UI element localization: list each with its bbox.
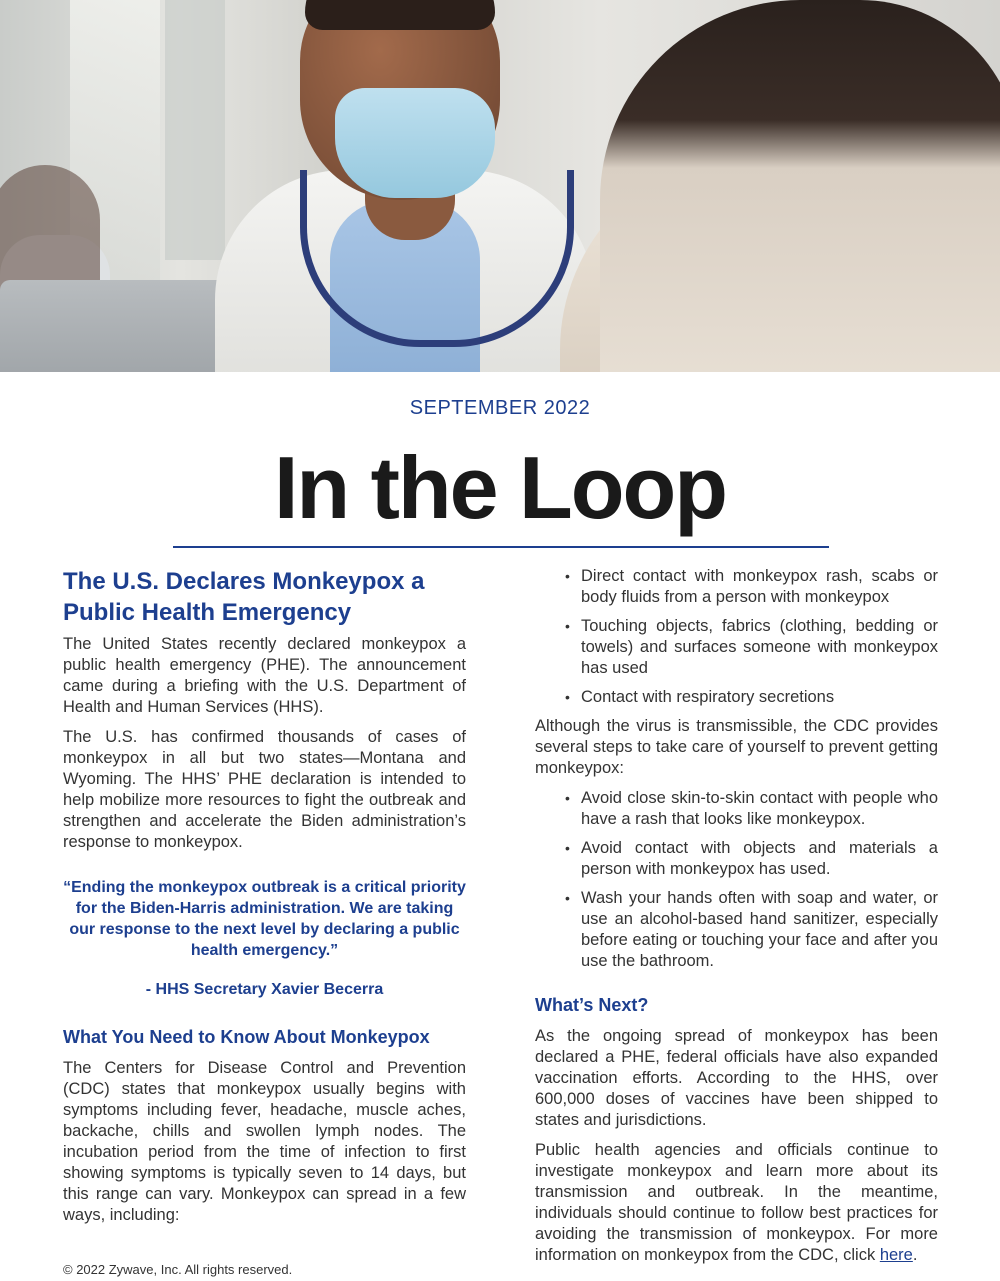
section-heading: What You Need to Know About Monkeypox bbox=[63, 1027, 430, 1047]
list-item: • Touching objects, fabrics (clothing, bedding or towels) and surfaces someone with monkeypox has used bbox=[581, 616, 938, 679]
section-heading: What’s Next? bbox=[535, 995, 649, 1015]
issue-date: SEPTEMBER 2022 bbox=[409, 397, 591, 419]
left-column bbox=[63, 566, 466, 1235]
list-item: • Wash your hands often with soap and water, or use an alcohol-based hand sanitizer, especially before eating or touching your face and after you use the bathroom. bbox=[581, 888, 938, 972]
right-column bbox=[535, 566, 938, 1275]
newsletter-title: In the Loop bbox=[273, 438, 727, 537]
quote-attribution: - HHS Secretary Xavier Becerra bbox=[145, 981, 384, 998]
paragraph-end: . bbox=[912, 1246, 918, 1264]
copyright-footer: © 2022 Zywave, Inc. All rights reserved. bbox=[63, 1262, 293, 1277]
paragraph: As the ongoing spread of monkeypox has been declared a PHE, federal officials have also expanded vaccination efforts. According to the HHS, over 600,000 doses of vaccines have been shipped to states and jurisdictions. bbox=[535, 1027, 938, 1129]
list-item: • Direct contact with monkeypox rash, scabs or body fluids from a person with monkeypox bbox=[581, 566, 938, 608]
pull-quote: “Ending the monkeypox outbreak is a critical priority for the Biden-Harris administration. We are taking our response to the next level by declaring a public health emergency.” bbox=[63, 879, 466, 959]
hero-photo-doctor-patient bbox=[0, 0, 1000, 372]
paragraph bbox=[535, 1140, 938, 1266]
paragraph: The Centers for Disease Control and Prevention (CDC) states that monkeypox usually begins with symptoms including fever, headache, muscle aches, backache, chills and swollen lymph nodes. The incubation period from the time of infection to first showing symptoms is typically seven to 14 days, but this range can vary. Monkeypox can spread in a few ways, including: bbox=[63, 1059, 466, 1224]
spread-list bbox=[535, 566, 938, 708]
paragraph: The United States recently declared monkeypox a public health emergency (PHE). The announcement came during a briefing with the U.S. Department of Health and Human Services (HHS). bbox=[63, 635, 466, 716]
patient-image bbox=[600, 0, 1000, 372]
paragraph: Although the virus is transmissible, the CDC provides several steps to take care of yourself to prevent getting monkeypox: bbox=[535, 717, 938, 777]
prevention-list bbox=[535, 788, 938, 972]
paragraph: The U.S. has confirmed thousands of cases of monkeypox in all but two states—Montana and Wyoming. The HHS’ PHE declaration is intended to help mobilize more resources to fight the outbreak and strengthen and accelerate the Biden administration’s response to monkeypox. bbox=[63, 728, 466, 851]
list-item: • Avoid close skin-to-skin contact with people who have a rash that looks like monkeypox. bbox=[581, 788, 938, 830]
cdc-link[interactable]: here bbox=[879, 1246, 913, 1264]
article-headline: The U.S. Declares Monkeypox a Public Health Emergency bbox=[63, 568, 425, 626]
list-item: • Avoid contact with objects and materials a person with monkeypox has used. bbox=[581, 838, 938, 880]
title-divider bbox=[173, 546, 829, 548]
paragraph-text: Public health agencies and officials continue to investigate monkeypox and learn more about its transmission and outbreak. In the meantime, individuals should continue to follow best practices for avoiding the transmission of monkeypox. For more information on monkeypox from the CDC, click bbox=[535, 1141, 938, 1264]
list-item: • Contact with respiratory secretions bbox=[581, 687, 938, 708]
